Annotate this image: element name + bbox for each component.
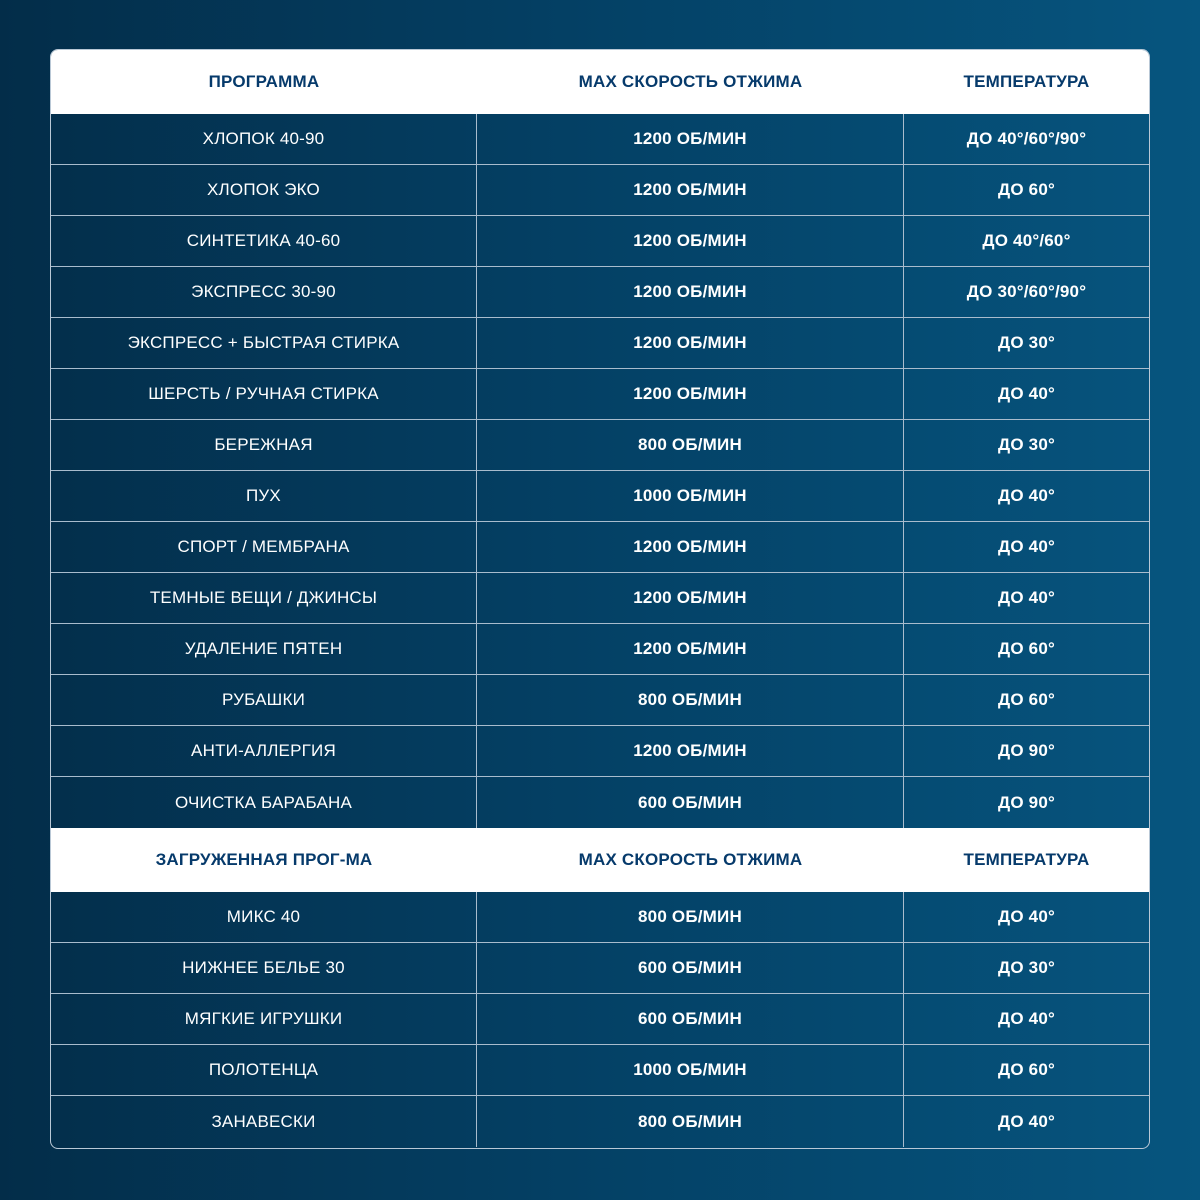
program-name-cell: ПУХ [51,471,477,522]
header-program: ПРОГРАММА [51,50,477,114]
temperature-cell: ДО 30° [904,943,1149,994]
program-name-cell: БЕРЕЖНАЯ [51,420,477,471]
temperature-cell: ДО 40° [904,573,1149,624]
header-temperature: ТЕМПЕРАТУРА [904,828,1149,892]
program-name-cell: ОЧИСТКА БАРАБАНА [51,777,477,828]
spin-speed-cell: 800 ОБ/МИН [477,420,904,471]
temperature-cell: ДО 40° [904,369,1149,420]
temperature-cell: ДО 40° [904,471,1149,522]
spin-speed-cell: 1200 ОБ/МИН [477,522,904,573]
temperature-cell: ДО 90° [904,726,1149,777]
spin-speed-cell: 1200 ОБ/МИН [477,573,904,624]
programs-table [50,49,1150,1149]
header-temperature: ТЕМПЕРАТУРА [904,50,1149,114]
program-name-cell: МЯГКИЕ ИГРУШКИ [51,994,477,1045]
temperature-cell: ДО 40° [904,522,1149,573]
program-name-cell: УДАЛЕНИЕ ПЯТЕН [51,624,477,675]
spin-speed-cell: 800 ОБ/МИН [477,1096,904,1147]
header-max-spin: MAX СКОРОСТЬ ОТЖИМА [477,828,904,892]
temperature-cell: ДО 40°/60° [904,216,1149,267]
spin-speed-cell: 800 ОБ/МИН [477,675,904,726]
program-name-cell: НИЖНЕЕ БЕЛЬЕ 30 [51,943,477,994]
program-name-cell: СПОРТ / МЕМБРАНА [51,522,477,573]
temperature-cell: ДО 60° [904,1045,1149,1096]
program-name-cell: АНТИ-АЛЛЕРГИЯ [51,726,477,777]
temperature-cell: ДО 40° [904,994,1149,1045]
program-name-cell: ЭКСПРЕСС 30-90 [51,267,477,318]
temperature-cell: ДО 60° [904,165,1149,216]
program-name-cell: ПОЛОТЕНЦА [51,1045,477,1096]
spin-speed-cell: 1000 ОБ/МИН [477,1045,904,1096]
downloaded-programs-section [51,828,1149,1147]
program-name-cell: ШЕРСТЬ / РУЧНАЯ СТИРКА [51,369,477,420]
spin-speed-cell: 600 ОБ/МИН [477,777,904,828]
program-name-cell: ХЛОПОК ЭКО [51,165,477,216]
spin-speed-cell: 1200 ОБ/МИН [477,624,904,675]
program-name-cell: РУБАШКИ [51,675,477,726]
spin-speed-cell: 1200 ОБ/МИН [477,318,904,369]
temperature-cell: ДО 90° [998,792,1055,812]
spin-speed-cell: 600 ОБ/МИН [477,943,904,994]
standard-programs-section [51,50,1149,828]
temperature-cell: ДО 30°/60°/90° [904,267,1149,318]
program-name-cell: ТЕМНЫЕ ВЕЩИ / ДЖИНСЫ [51,573,477,624]
spin-speed-cell: 1200 ОБ/МИН [477,165,904,216]
spin-speed-cell: 800 ОБ/МИН [477,892,904,943]
spin-speed-cell: 1000 ОБ/МИН [477,471,904,522]
temperature-cell: ДО 60° [904,675,1149,726]
temperature-cell: ДО 40°/60°/90° [904,114,1149,165]
temperature-cell: ДО 60° [904,624,1149,675]
temperature-cell: ДО 30° [904,318,1149,369]
spin-speed-cell: 1200 ОБ/МИН [477,726,904,777]
temperature-cell: ДО 40° [904,892,1149,943]
header-max-spin: MAX СКОРОСТЬ ОТЖИМА [477,50,904,114]
spin-speed-cell: 600 ОБ/МИН [477,994,904,1045]
temperature-cell: ДО 40° [998,1111,1055,1131]
spin-speed-cell: 1200 ОБ/МИН [477,216,904,267]
temperature-cell: ДО 30° [904,420,1149,471]
program-name-cell: ХЛОПОК 40-90 [51,114,477,165]
spin-speed-cell: 1200 ОБ/МИН [477,267,904,318]
program-name-cell: ЗАНАВЕСКИ [51,1096,477,1147]
program-name-cell: МИКС 40 [51,892,477,943]
spin-speed-cell: 1200 ОБ/МИН [477,114,904,165]
program-name-cell: СИНТЕТИКА 40-60 [51,216,477,267]
header-downloaded-program: ЗАГРУЖЕННАЯ ПРОГ-МА [51,828,477,892]
program-name-cell: ЭКСПРЕСС + БЫСТРАЯ СТИРКА [51,318,477,369]
spin-speed-cell: 1200 ОБ/МИН [477,369,904,420]
